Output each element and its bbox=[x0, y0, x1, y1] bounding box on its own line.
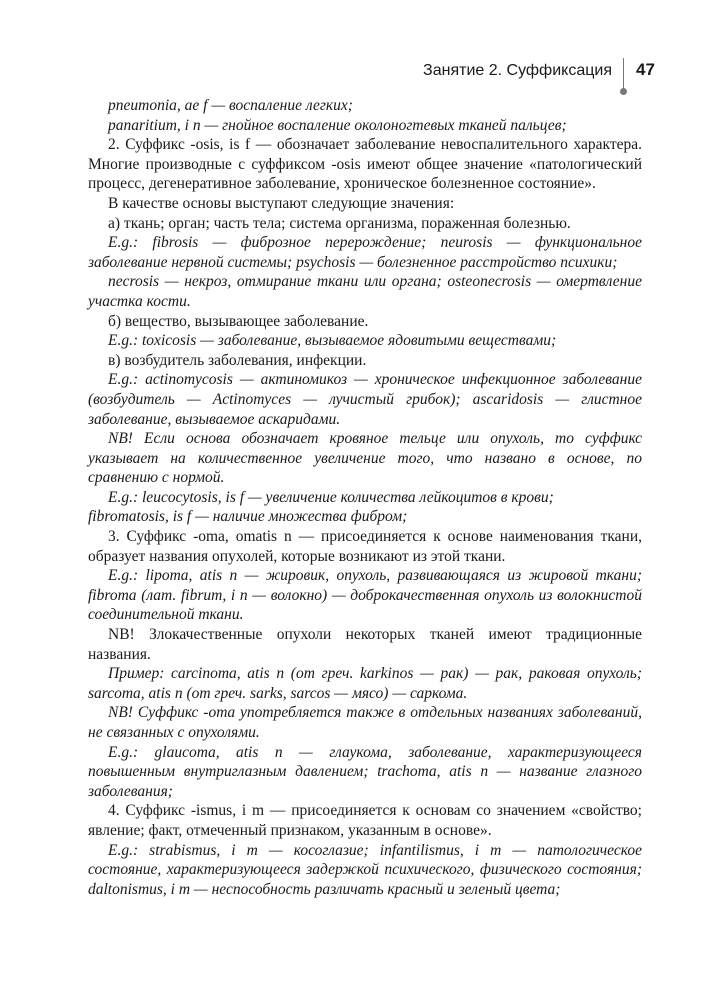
running-title: Занятие 2. Суффиксация bbox=[423, 62, 612, 79]
paragraph: E.g.: leucocytosis, is f — увеличение количества лейкоцитов в крови; bbox=[108, 488, 554, 506]
paragraph: а) ткань; орган; часть тела; система организма, пораженная болезнью. bbox=[108, 214, 571, 232]
paragraph: 2. Суффикс -osis, is f — обозначает заболевание невоспалительного характера. Многие производные с суффиксом -osis имеют общее значение «патологический процесс, дегенеративное заболевание, хроническое болезненное состояние». bbox=[88, 136, 642, 193]
page-number: 47 bbox=[636, 60, 655, 79]
paragraph: NB! Злокачественные опухоли некоторых тканей имеют традиционные названия. bbox=[88, 626, 642, 663]
paragraph: E.g.: actinomycosis — актиномикоз — хроническое инфекционное заболевание (возбудитель — Actinomyces — лучистый грибок); ascaridosis — глистное заболевание, вызываемое аскаридами. bbox=[88, 371, 642, 428]
paragraph: pneumonia, ae f — воспаление легких; bbox=[108, 97, 353, 114]
running-header bbox=[0, 58, 704, 88]
header-divider bbox=[623, 58, 624, 90]
paragraph: В качестве основы выступают следующие значения: bbox=[108, 194, 455, 212]
paragraph: NB! Суффикс -oma употребляется также в отдельных названиях заболеваний, не связанных с опухолями. bbox=[88, 704, 642, 741]
page-body bbox=[88, 96, 642, 899]
paragraph: fibromatosis, is f — наличие множества фибром; bbox=[88, 508, 408, 526]
paragraph: E.g.: glaucoma, atis n — глаукома, заболевание, характеризующееся повышенным внутриглазным давлением; trachoma, atis n — название глазного заболевания; bbox=[88, 743, 642, 800]
paragraph: NB! Если основа обозначает кровяное тельце или опухоль, то суффикс указывает на количественное увеличение того, что названо в основе, по сравнению с нормой. bbox=[88, 430, 642, 487]
paragraph: panaritium, i n — гнойное воспаление околоногтевых тканей пальцев; bbox=[108, 116, 567, 134]
paragraph: E.g.: lipoma, atis n — жировик, опухоль, развивающаяся из жировой ткани; fibroma (лат. fibrum, i n — волокно) — доброкачественная опухоль из волокнистой соединительной ткани. bbox=[88, 567, 642, 624]
paragraph: 3. Суффикс -oma, omatis n — присоединяется к основе наименования ткани, образует названия опухолей, которые возникают из этой ткани. bbox=[88, 528, 642, 565]
paragraph: б) вещество, вызывающее заболевание. bbox=[108, 312, 369, 330]
paragraph: E.g.: toxicosis — заболевание, вызываемое ядовитыми веществами; bbox=[108, 332, 557, 350]
paragraph: 4. Суффикс -ismus, i m — присоединяется к основам со значением «свойство; явление; факт, отмеченный признаком, указанным в основе». bbox=[88, 802, 642, 839]
paragraph: E.g.: fibrosis — фиброзное перерождение; neurosis — функциональное заболевание нервной системы; psychosis — болезненное расстройство психики; bbox=[88, 234, 642, 271]
paragraph: necrosis — некроз, отмирание ткани или органа; osteonecrosis — омертвление участка кости. bbox=[88, 273, 642, 310]
paragraph: E.g.: strabismus, i m — косоглазие; infantilismus, i m — патологическое состояние, характеризующееся задержкой психического, физического состояния; daltonismus, i m — неспособность различать красный и зеленый цвета; bbox=[88, 841, 642, 898]
paragraph: в) возбудитель заболевания, инфекции. bbox=[108, 351, 367, 369]
paragraph: Пример: carcinoma, atis n (от греч. karkinos — рак) — рак, раковая опухоль; sarcoma, atis n (от греч. sarks, sarcos — мясо) — саркома. bbox=[88, 665, 642, 702]
header-dot bbox=[620, 88, 627, 95]
